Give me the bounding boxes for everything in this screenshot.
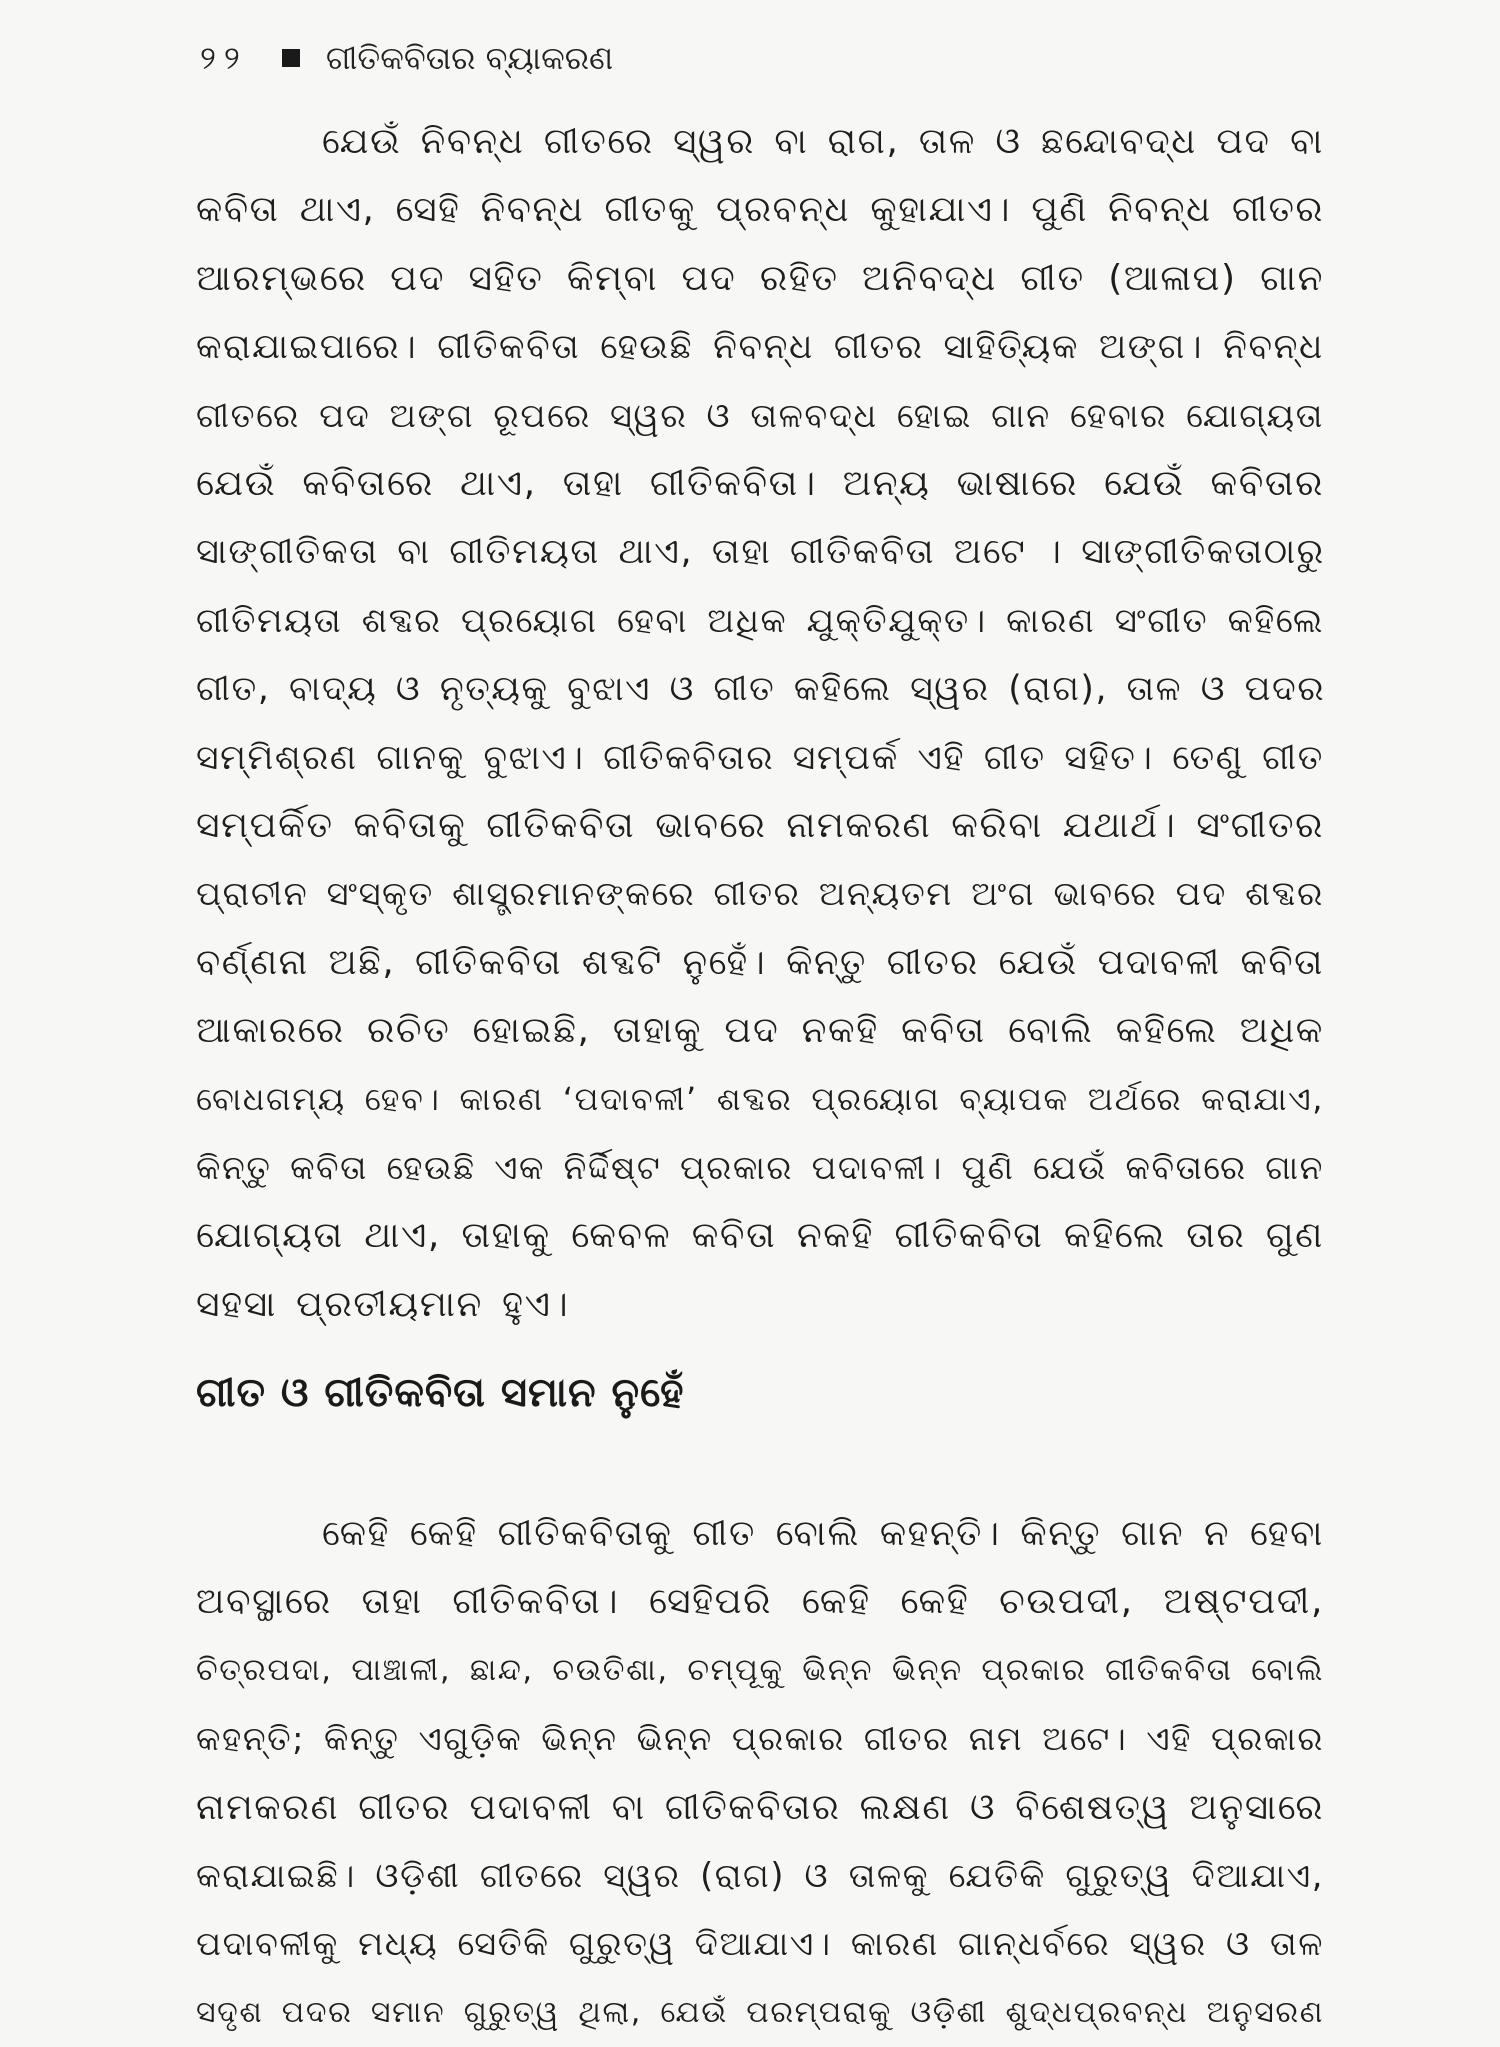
text-line: ଯୋଗ୍ୟତା ଥାଏ, ତାହାକୁ କେବଳ କବିତା ନକହି ଗୀତିକବିତା କହିଲେ ତାର ଗୁଣ	[196, 1215, 1324, 1257]
text-line: ଆରମ୍ଭରେ ପଦ ସହିତ କିମ୍ବା ପଦ ରହିତ ଅନିବଦ୍ଧ ଗୀତ (ଆଳାପ) ଗାନ	[196, 257, 1324, 299]
text-line: କେହି କେହି ଗୀତିକବିତାକୁ ଗୀତ ବୋଲି କହନ୍ତି। କିନ୍ତୁ ଗାନ ନ ହେବା	[322, 1513, 1324, 1554]
text-line: ଯେଉଁ କବିତାରେ ଥାଏ, ତାହା ଗୀତିକବିତା। ଅନ୍ୟ ଭାଷାରେ ଯେଉଁ କବିତାର	[196, 462, 1324, 504]
text-line: କରାଯାଇଛି। ଓଡ଼ିଶୀ ଗୀତରେ ସ୍ୱର (ରାଗ) ଓ ତାଳକୁ ଯେତିକି ଗୁରୁତ୍ୱ ଦିଆଯାଏ,	[196, 1855, 1324, 1895]
text-line: ଅବସ୍ଥାରେ ତାହା ଗୀତିକବିତା। ସେହିପରି କେହି କେହି ଚଉପଦୀ, ଅଷ୍ଟପଦୀ,	[196, 1581, 1324, 1623]
text-line: ପଦାବଳୀକୁ ମଧ୍ୟ ସେତିକି ଗୁରୁତ୍ୱ ଦିଆଯାଏ। କାରଣ ଗାନ୍ଧର୍ବରେ ସ୍ୱର ଓ ତାଳ	[196, 1924, 1324, 1964]
text-line: କରାଯାଇପାରେ। ଗୀତିକବିତା ହେଉଛି ନିବନ୍ଧ ଗୀତର ସାହିତ୍ୟିକ ଅଙ୍ଗ। ନିବନ୍ଧ	[196, 327, 1324, 368]
text-line: ଗୀତ, ବାଦ୍ୟ ଓ ନୃତ୍ୟକୁ ବୁଝାଏ ଓ ଗୀତ କହିଲେ ସ୍ୱର (ରାଗ), ତାଳ ଓ ପଦର	[196, 669, 1326, 710]
text-line: କିନ୍ତୁ କବିତା ହେଉଛି ଏକ ନିର୍ଦ୍ଦିଷ୍ଟ ପ୍ରକାର ପଦାବଳୀ। ପୁଣି ଯେଉଁ କବିତାରେ ଗାନ	[196, 1147, 1324, 1187]
running-title: ଗୀତିକବିତାର ବ୍ୟାକରଣ	[325, 38, 614, 77]
page-number: ୨୨	[200, 38, 248, 77]
text-line: ପ୍ରାଚୀନ ସଂସ୍କୃତ ଶାସ୍ତ୍ରମାନଙ୍କରେ ଗୀତର ଅନ୍ୟତମ ଅଂଗ ଭାବରେ ପଦ ଶବ୍ଦର	[196, 874, 1324, 914]
section-heading: ଗୀତ ଓ ଗୀତିକବିତା ସମାନ ନୁହେଁ	[196, 1370, 685, 1416]
text-line: ନାମକରଣ ଗୀତର ପଦାବଳୀ ବା ଗୀତିକବିତାର ଲକ୍ଷଣ ଓ ବିଶେଷତ୍ୱ ଅନୁସାରେ	[196, 1786, 1324, 1828]
text-line: ଆକାରରେ ରଚିତ ହୋଇଛି, ତାହାକୁ ପଦ ନକହି କବିତା ବୋଲି କହିଲେ ଅଧିକ	[196, 1010, 1324, 1052]
text-line: ବର୍ଣ୍ଣନା ଅଛି, ଗୀତିକବିତା ଶବ୍ଦଟି ନୁହେଁ। କିନ୍ତୁ ଗୀତର ଯେଉଁ ପଦାବଳୀ କବିତା	[196, 941, 1324, 983]
running-header	[200, 28, 613, 88]
text-line: ଯେଉଁ ନିବନ୍ଧ ଗୀତରେ ସ୍ୱର ବା ରାଗ, ତାଳ ଓ ଛନ୍ଦୋବଦ୍ଧ ପଦ ବା	[322, 121, 1324, 162]
text-line: କବିତା ଥାଏ, ସେହି ନିବନ୍ଧ ଗୀତକୁ ପ୍ରବନ୍ଧ କୁହାଯାଏ। ପୁଣି ନିବନ୍ଧ ଗୀତର	[196, 189, 1324, 231]
text-line: ସହସା ପ୍ରତୀୟମାନ ହୁଏ।	[196, 1283, 570, 1325]
text-line: ସଦୃଶ ପଦର ସମାନ ଗୁରୁତ୍ୱ ଥିଲା, ଯେଉଁ ପରମ୍ପରାକୁ ଓଡ଼ିଶୀ ଶୁଦ୍ଧପ୍ରବନ୍ଧ ଅନୁସରଣ	[196, 1994, 1324, 2030]
paragraph-two	[196, 1500, 1324, 2047]
text-line: ସମ୍ମିଶ୍ରଣ ଗାନକୁ ବୁଝାଏ। ଗୀତିକବିତାର ସମ୍ପର୍କ ଏହି ଗୀତ ସହିତ। ତେଣୁ ଗୀତ	[196, 737, 1324, 778]
text-line: ବୋଧଗମ୍ୟ ହେବ। କାରଣ ‘ପଦାବଳୀ’ ଶବ୍ଦର ପ୍ରୟୋଗ ବ୍ୟାପକ ଅର୍ଥରେ କରାଯାଏ,	[196, 1080, 1324, 1119]
paragraph-one	[196, 108, 1324, 1339]
square-bullet-icon	[282, 49, 300, 67]
text-line: ସାଙ୍ଗୀତିକତା ବା ଗୀତିମୟତା ଥାଏ, ତାହା ଗୀତିକବିତା ଅଟେ । ସାଙ୍ଗୀତିକତାଠାରୁ	[196, 532, 1325, 573]
text-line: ଗୀତରେ ପଦ ଅଙ୍ଗ ରୂପରେ ସ୍ୱର ଓ ତାଳବଦ୍ଧ ହୋଇ ଗାନ ହେବାର ଯୋଗ୍ୟତା	[196, 395, 1324, 435]
text-line: କହନ୍ତି; କିନ୍ତୁ ଏଗୁଡ଼ିକ ଭିନ୍ନ ଭିନ୍ନ ପ୍ରକାର ଗୀତର ନାମ ଅଟେ। ଏହି ପ୍ରକାର	[196, 1719, 1324, 1759]
text-line: ଗୀତିମୟତା ଶବ୍ଦର ପ୍ରୟୋଗ ହେବା ଅଧିକ ଯୁକ୍ତିଯୁକ୍ତ। କାରଣ ସଂଗୀତ କହିଲେ	[196, 600, 1324, 641]
text-line: ଚିତ୍ରପଦା, ପାଞ୍ଚାଳୀ, ଛାନ୍ଦ, ଚଉତିଶା, ଚମ୍ପୂକୁ ଭିନ୍ନ ଭିନ୍ନ ପ୍ରକାର ଗୀତିକବିତା ବୋଲି	[196, 1652, 1324, 1688]
text-line: ସମ୍ପର୍କିତ କବିତାକୁ ଗୀତିକବିତା ଭାବରେ ନାମକରଣ କରିବା ଯଥାର୍ଥ। ସଂଗୀତର	[196, 804, 1324, 846]
